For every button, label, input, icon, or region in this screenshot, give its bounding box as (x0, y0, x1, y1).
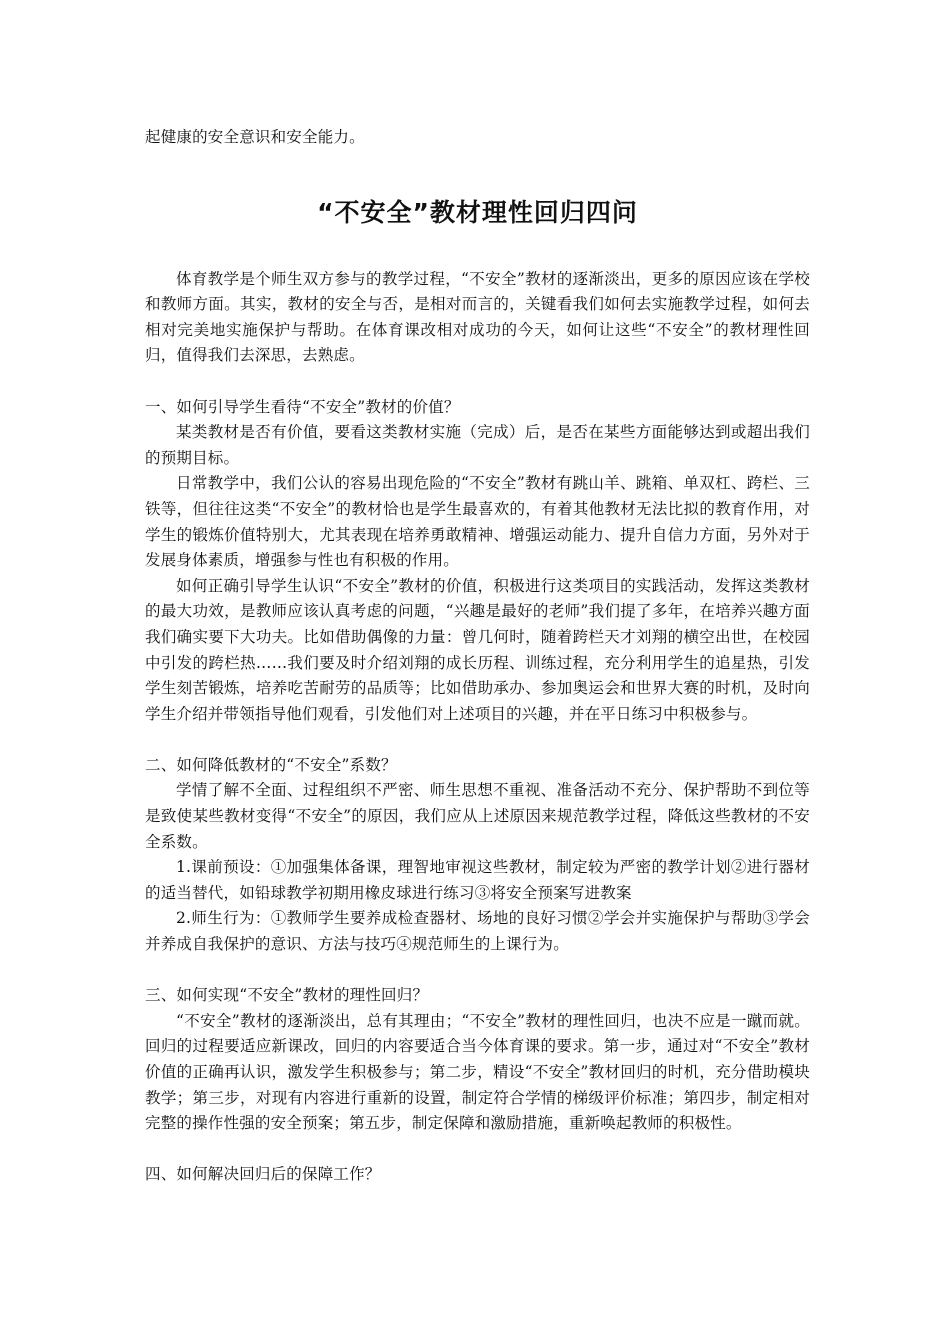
section-heading: 四、如何解决回归后的保障工作？ (145, 1165, 381, 1184)
section-paragraph: 1.课前预设：①加强集体备课，理智地审视这些教材，制定较为严密的教学计划②进行器材的适当替代，如铅球教学初期用橡皮球进行练习③将安全预案写进教案 (145, 858, 810, 902)
section-heading: 三、如何实现“不安全”教材的理性回归？ (145, 986, 429, 1005)
section-paragraph: 某类教材是否有价值，要看这类教材实施（完成）后，是否在某些方面能够达到或超出我们的预期目标。 (145, 423, 810, 467)
intro-paragraph: 体育教学是个师生双方参与的教学过程，“不安全”教材的逐渐淡出，更多的原因应该在学校和教师方面。其实，教材的安全与否，是相对而言的，关键看我们如何去实施教学过程，如何去相对完美地实施保护与帮助。在体育课改相对成功的今天，如何让这些“不安全”的教材理性回归，值得我们去深思，去熟虑。 (145, 269, 810, 365)
lead-line: 起健康的安全意识和安全能力。 (145, 128, 365, 146)
section-heading: 一、如何引导学生看待“不安全”教材的价值？ (145, 397, 460, 416)
article-title: “不安全”教材理性回归四问 (317, 197, 638, 227)
section-paragraph: 如何正确引导学生认识“不安全”教材的价值，积极进行这类项目的实践活动，发挥这类教材的最大功效，是教师应该认真考虑的问题，“兴趣是最好的老师”我们提了多年，在培养兴趣方面我们确实要下大功夫。比如借助偶像的力量：曾几何时，随着跨栏天才刘翔的横空出世，在校园中引发的跨栏热……我们要及时介绍刘翔的成长历程、训练过程，充分利用学生的追星热，引发学生刻苦锻炼，培养吃苦耐劳的品质等；比如借助承办、参加奥运会和世界大赛的时机，及时向学生介绍并带领指导他们观看，引发他们对上述项目的兴趣，并在平日练习中积极参与。 (145, 576, 810, 723)
section-paragraph: “不安全”教材的逐渐淡出，总有其理由；“不安全”教材的理性回归，也决不应是一蹴而就。回归的过程要适应新课改，回归的内容要适合当今体育课的要求。第一步，通过对“不安全”教材价值的正确再认识，激发学生积极参与；第二步，精设“不安全”教材回归的时机，充分借助模块教学；第三步，对现有内容进行重新的设置，制定符合学情的梯级评价标准；第四步，制定相对完整的操作性强的安全预案；第五步，制定保障和激励措施，重新唤起教师的积极性。 (145, 1011, 810, 1133)
section-paragraph: 学情了解不全面、过程组织不严密、师生思想不重视、准备活动不充分、保护帮助不到位等是致使某些教材变得“不安全”的原因，我们应从上述原因来规范教学过程，降低这些教材的不安全系数。 (145, 781, 810, 851)
section-paragraph: 2.师生行为：①教师学生要养成检查器材、场地的良好习惯②学会并实施保护与帮助③学会并养成自我保护的意识、方法与技巧④规范师生的上课行为。 (145, 909, 810, 954)
section-paragraph: 日常教学中，我们公认的容易出现危险的“不安全”教材有跳山羊、跳箱、单双杠、跨栏、三铁等，但往往这类“不安全”的教材恰也是学生最喜欢的，有着其他教材无法比拟的教育作用，对学生的锻炼价值特别大，尤其表现在培养勇敢精神、增强运动能力、提升自信力方面，另外对于发展身体素质，增强参与性也有积极的作用。 (145, 474, 810, 570)
section-heading: 二、如何降低教材的“不安全”系数？ (145, 755, 397, 774)
document-body (145, 125, 810, 1188)
